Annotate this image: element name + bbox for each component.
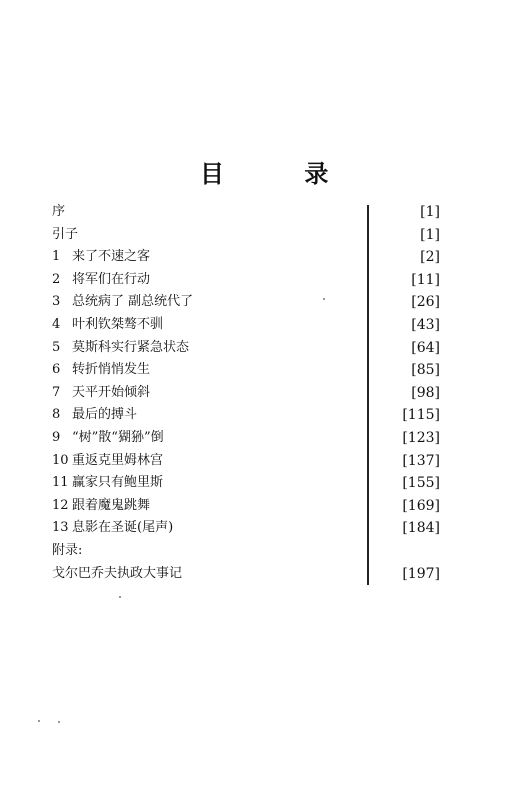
scan-speck — [323, 298, 325, 300]
entry-number: 5 — [52, 339, 61, 355]
toc-entry — [52, 269, 452, 292]
entry-label — [52, 359, 150, 382]
entry-title: 戈尔巴乔夫执政大事记 — [52, 565, 183, 581]
entry-page: [85] — [411, 362, 440, 379]
page-title: 目 录 — [200, 160, 365, 188]
toc-entry — [52, 359, 452, 382]
entry-label — [52, 427, 164, 450]
toc-entry — [52, 201, 452, 224]
entry-page: [26] — [411, 294, 440, 311]
entry-title: 叶利钦桀骜不驯 — [72, 316, 164, 332]
entry-label — [52, 269, 150, 292]
entry-page: [64] — [411, 339, 440, 356]
toc-entry — [52, 291, 452, 314]
entry-number: 6 — [52, 362, 61, 378]
entry-number: 9 — [52, 429, 61, 445]
entry-number: 10 — [52, 452, 69, 468]
entry-title: 息影在圣诞(尾声) — [72, 520, 174, 536]
table-of-contents — [52, 201, 452, 585]
entry-title: 转折悄悄发生 — [72, 362, 151, 378]
entry-label — [52, 337, 189, 360]
entry-title: 序 — [52, 204, 66, 219]
entry-number: 1 — [52, 249, 61, 265]
entry-title: 来了不速之客 — [72, 249, 151, 265]
toc-entry — [52, 427, 452, 450]
entry-title: 莫斯科实行紧急状态 — [72, 339, 190, 355]
entry-number: 3 — [52, 294, 61, 310]
scan-speck — [119, 596, 121, 598]
entry-number: 7 — [52, 384, 61, 400]
entry-label — [52, 450, 163, 473]
entry-page: [98] — [411, 384, 440, 401]
entry-number: 4 — [52, 316, 61, 332]
entry-page: [197] — [402, 565, 440, 582]
entry-label — [52, 201, 65, 224]
entry-number: 13 — [52, 520, 69, 536]
entry-title: 引子 — [52, 226, 79, 242]
entry-page: [11] — [411, 271, 440, 288]
toc-entry — [52, 495, 452, 518]
toc-entry — [52, 382, 452, 405]
toc-entry — [52, 404, 452, 427]
entry-page: [1] — [420, 226, 440, 243]
entry-label — [52, 382, 150, 405]
entry-label — [52, 540, 82, 563]
toc-entry — [52, 246, 452, 269]
toc-entry — [52, 563, 452, 586]
scan-speck — [58, 721, 60, 723]
entry-label — [52, 495, 150, 518]
entry-page: [123] — [402, 429, 440, 446]
entry-number: 12 — [52, 497, 69, 513]
entry-number: 2 — [52, 271, 61, 287]
entry-title: 将军们在行动 — [72, 271, 151, 287]
entry-label — [52, 314, 163, 337]
entry-page: [43] — [411, 316, 440, 333]
entry-label — [52, 404, 137, 427]
toc-entry — [52, 314, 452, 337]
entry-number: 8 — [52, 407, 61, 423]
entry-label — [52, 563, 182, 586]
entry-page: [137] — [402, 452, 440, 469]
entry-title: 跟着魔鬼跳舞 — [72, 497, 151, 513]
entry-label — [52, 246, 150, 269]
entry-page: [1] — [420, 204, 440, 220]
toc-entry — [52, 540, 452, 563]
entry-title: 总统病了 副总统代了 — [72, 294, 194, 310]
entry-title: 天平开始倾斜 — [72, 384, 151, 400]
entry-title: 重返克里姆林宫 — [72, 452, 164, 468]
entry-label — [52, 472, 163, 495]
entry-label — [52, 517, 173, 540]
entry-number: 11 — [52, 475, 69, 491]
entry-label — [52, 224, 78, 247]
toc-entry — [52, 450, 452, 473]
scan-speck — [38, 720, 40, 722]
toc-entry — [52, 224, 452, 247]
entry-title: 赢家只有鲍里斯 — [72, 475, 164, 491]
toc-entry — [52, 337, 452, 360]
entry-page: [155] — [402, 475, 440, 492]
entry-title: “树”散“猢狲”倒 — [72, 429, 164, 445]
entry-title: 附录: — [52, 542, 83, 558]
entry-label — [52, 291, 193, 314]
entry-page: [169] — [402, 497, 440, 514]
toc-entry — [52, 517, 452, 540]
entry-page: [115] — [402, 407, 440, 424]
entry-page: [2] — [420, 249, 440, 266]
entry-title: 最后的搏斗 — [72, 407, 138, 423]
toc-entry — [52, 472, 452, 495]
entry-page: [184] — [402, 520, 440, 537]
